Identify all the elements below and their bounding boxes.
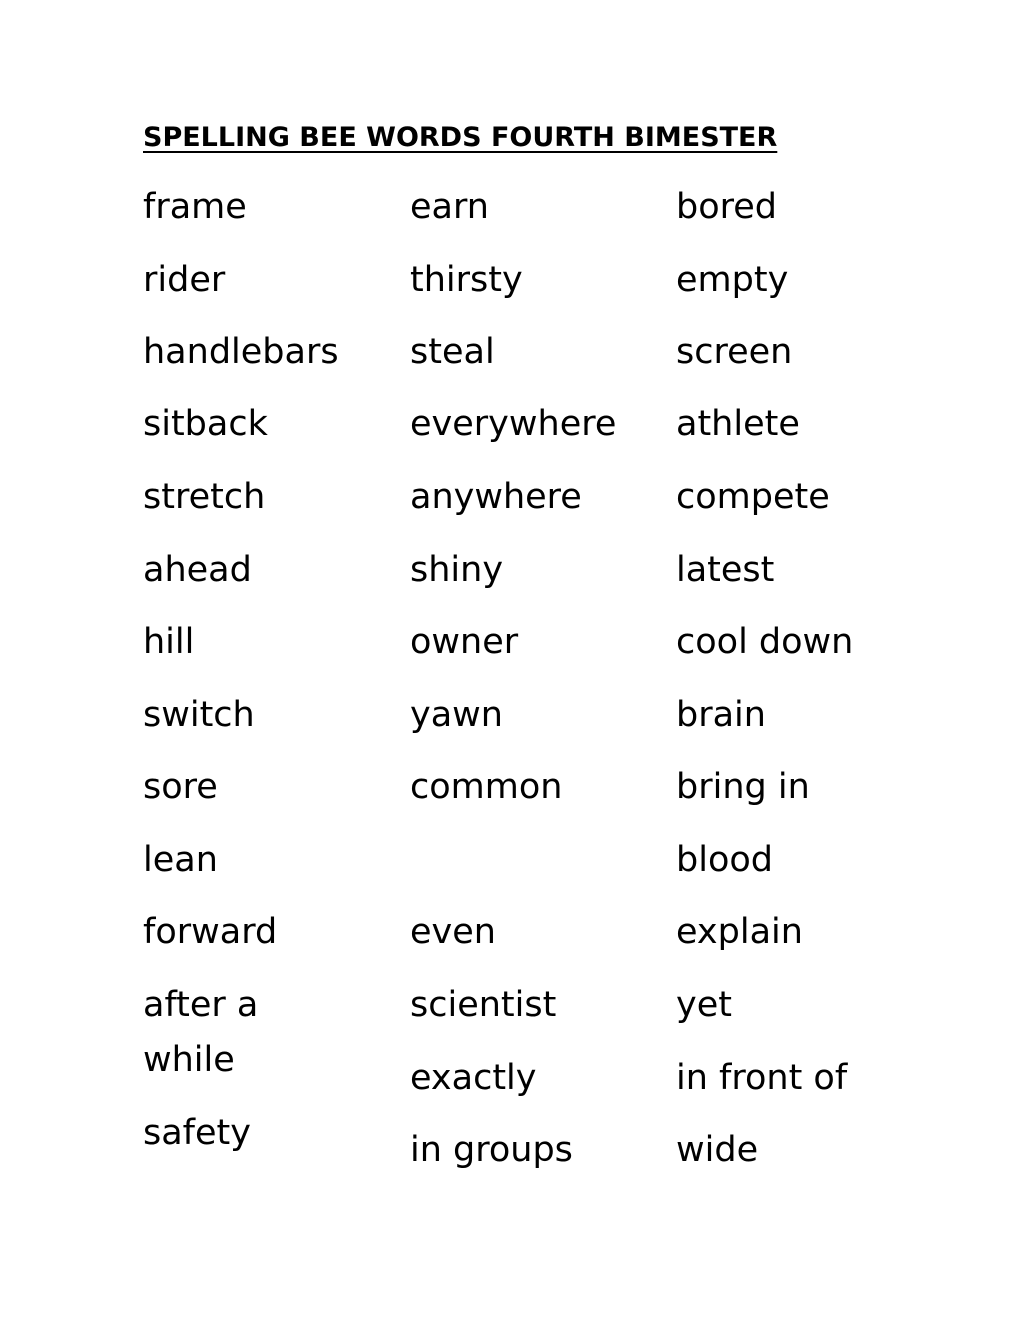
word-item: bored bbox=[676, 187, 778, 227]
word-item: lean bbox=[143, 840, 218, 880]
word-item: brain bbox=[676, 695, 766, 735]
word-item: scientist bbox=[410, 985, 557, 1025]
word-item: yawn bbox=[410, 695, 503, 735]
word-item: after a bbox=[143, 985, 259, 1025]
word-item: exactly bbox=[410, 1058, 537, 1098]
word-item: ahead bbox=[143, 550, 252, 590]
word-item: common bbox=[410, 767, 563, 807]
word-item: even bbox=[410, 912, 496, 952]
word-item: handlebars bbox=[143, 332, 339, 372]
word-item: latest bbox=[676, 550, 775, 590]
word-item: shiny bbox=[410, 550, 504, 590]
word-item: sore bbox=[143, 767, 218, 807]
word-item: in groups bbox=[410, 1130, 573, 1170]
word-item: bring in bbox=[676, 767, 810, 807]
word-item: steal bbox=[410, 332, 495, 372]
word-item: stretch bbox=[143, 477, 266, 517]
word-item: blood bbox=[676, 840, 773, 880]
word-item: in front of bbox=[676, 1058, 848, 1098]
word-item: everywhere bbox=[410, 404, 617, 444]
word-item: yet bbox=[676, 985, 732, 1025]
word-item: compete bbox=[676, 477, 830, 517]
word-item: switch bbox=[143, 695, 255, 735]
word-item: wide bbox=[676, 1130, 759, 1170]
word-item: cool down bbox=[676, 622, 854, 662]
word-item: while bbox=[143, 1040, 235, 1080]
word-item: frame bbox=[143, 187, 247, 227]
word-item: safety bbox=[143, 1113, 251, 1153]
word-item: hill bbox=[143, 622, 195, 662]
word-item: earn bbox=[410, 187, 489, 227]
page-title: SPELLING BEE WORDS FOURTH BIMESTER bbox=[143, 122, 778, 153]
word-item: sitback bbox=[143, 404, 268, 444]
word-item: explain bbox=[676, 912, 803, 952]
word-item: empty bbox=[676, 260, 789, 300]
word-item: rider bbox=[143, 260, 226, 300]
word-item: screen bbox=[676, 332, 793, 372]
word-item: owner bbox=[410, 622, 519, 662]
word-item: athlete bbox=[676, 404, 800, 444]
word-item: thirsty bbox=[410, 260, 523, 300]
word-item: anywhere bbox=[410, 477, 582, 517]
word-item: forward bbox=[143, 912, 278, 952]
